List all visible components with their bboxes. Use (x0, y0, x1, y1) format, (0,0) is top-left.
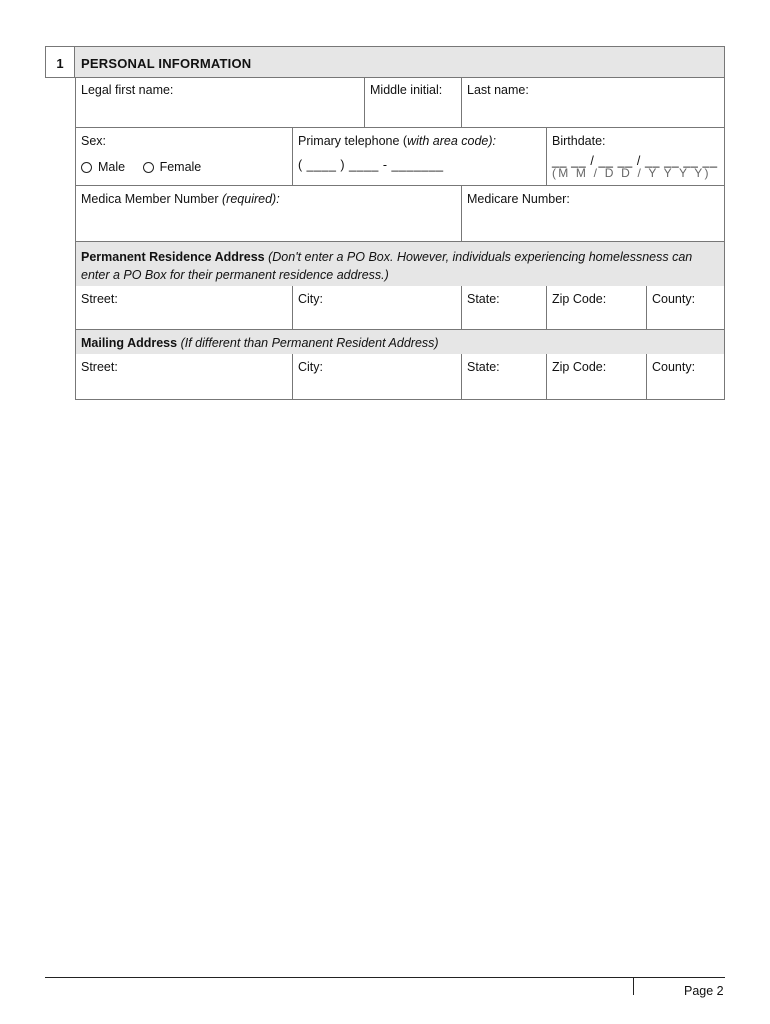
permanent-city-field[interactable] (293, 286, 462, 329)
radio-circle-icon (81, 162, 92, 173)
permanent-county-field[interactable] (647, 286, 724, 329)
sex-label: Sex: (81, 134, 107, 148)
sex-male-radio[interactable] (81, 160, 125, 174)
zip-label: Zip Code: (552, 360, 607, 374)
personal-info-form (75, 77, 725, 400)
female-label: Female (159, 160, 202, 174)
section-header-row (45, 46, 725, 78)
mailing-city-field[interactable] (293, 354, 462, 399)
footer-tick (633, 977, 634, 995)
mailing-street-field[interactable] (76, 354, 293, 399)
first-name-label: Legal first name: (81, 83, 174, 97)
medica-member-number-field[interactable] (76, 186, 462, 241)
medica-member-label: Medica Member Number (required): (81, 192, 280, 206)
member-row (75, 186, 725, 242)
name-row (75, 77, 725, 128)
county-label: County: (652, 292, 696, 306)
male-label: Male (98, 160, 126, 174)
sex-female-radio[interactable] (143, 160, 202, 174)
permanent-address-heading: Permanent Residence Address (Don't enter a PO Box. However, individuals experiencing homelessness can enter a PO Box for their permanent residence address.) (75, 242, 725, 286)
permanent-state-field[interactable] (462, 286, 547, 329)
section-title: PERSONAL INFORMATION (75, 47, 724, 77)
last-name-label: Last name: (467, 83, 529, 97)
last-name-field[interactable] (462, 77, 724, 127)
zip-label: Zip Code: (552, 292, 607, 306)
state-label: State: (467, 360, 500, 374)
page-number: Page 2 (684, 984, 724, 998)
mailing-address-heading: Mailing Address (If different than Permanent Resident Address) (75, 330, 725, 354)
birthdate-format: (M M / D D / Y Y Y Y) (552, 166, 711, 180)
state-label: State: (467, 292, 500, 306)
section-header (45, 46, 725, 78)
street-label: Street: (81, 360, 118, 374)
footer-divider (45, 977, 725, 978)
radio-circle-icon (143, 162, 154, 173)
middle-initial-field[interactable] (365, 77, 462, 127)
phone-field[interactable] (293, 128, 547, 185)
mailing-county-field[interactable] (647, 354, 724, 399)
middle-initial-label: Middle initial: (370, 83, 443, 97)
birthdate-field[interactable] (547, 128, 724, 185)
sex-field (76, 128, 293, 185)
permanent-address-row (75, 286, 725, 330)
phone-blank: ( ____ ) ____ - _______ (298, 158, 444, 172)
mailing-state-field[interactable] (462, 354, 547, 399)
mailing-address-row (75, 354, 725, 400)
permanent-zip-field[interactable] (547, 286, 647, 329)
birthdate-blank: __ __ / __ __ / __ __ __ __ (552, 154, 718, 168)
permanent-street-field[interactable] (76, 286, 293, 329)
first-name-field[interactable] (76, 77, 365, 127)
contact-row (75, 128, 725, 186)
city-label: City: (298, 360, 323, 374)
section-number: 1 (46, 47, 75, 77)
county-label: County: (652, 360, 696, 374)
city-label: City: (298, 292, 323, 306)
birthdate-label: Birthdate: (552, 134, 606, 148)
mailing-zip-field[interactable] (547, 354, 647, 399)
medicare-number-field[interactable] (462, 186, 724, 241)
phone-label: Primary telephone (with area code): (298, 134, 497, 148)
street-label: Street: (81, 292, 118, 306)
medicare-number-label: Medicare Number: (467, 192, 570, 206)
